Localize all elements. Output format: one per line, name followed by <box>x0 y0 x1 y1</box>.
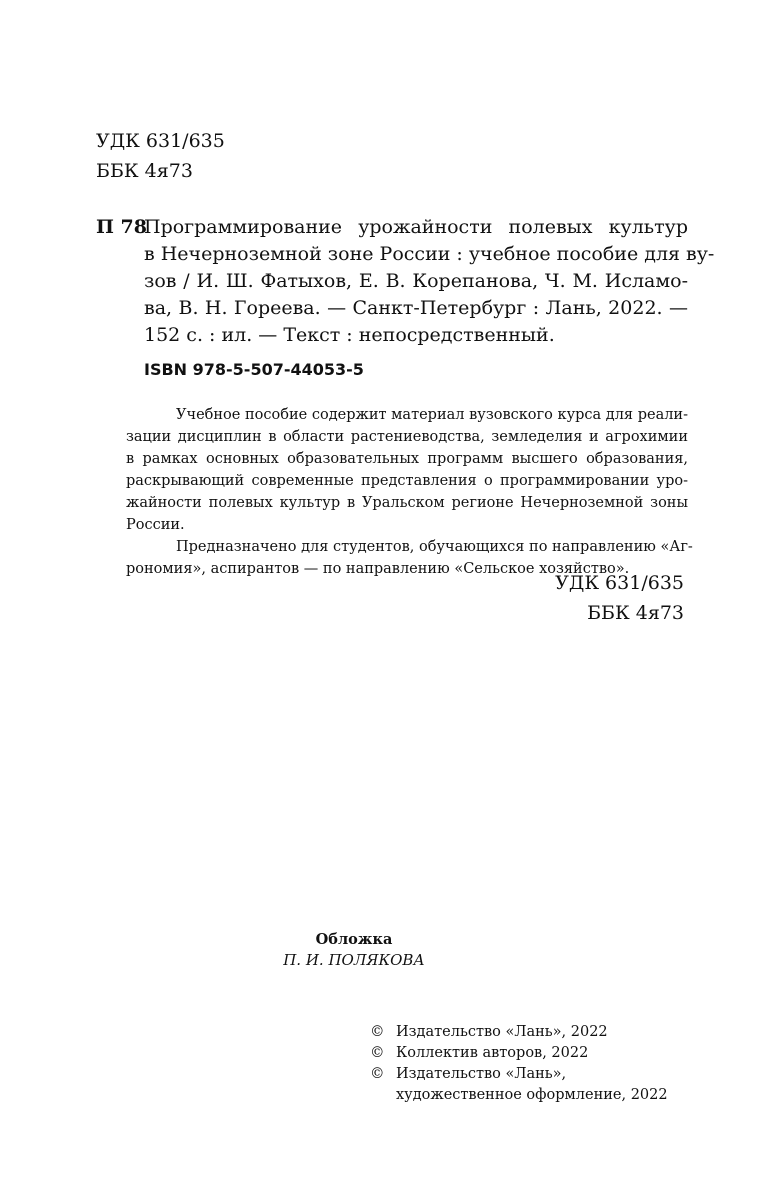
copyright-symbol: © <box>370 1024 385 1040</box>
copyright-row <box>370 1043 668 1064</box>
cover-credit <box>0 930 768 970</box>
annotation-line: Учебное пособие содержит материал вузовского курса для реали- <box>176 407 688 423</box>
copyright-row <box>370 1085 668 1106</box>
annotation-line: рономия», аспирантов — по направлению «Сельское хозяйство». <box>126 561 630 577</box>
annotation-line: России. <box>126 517 185 533</box>
copyright-symbol: © <box>370 1066 385 1082</box>
biblio-line: в Нечерноземной зоне России : учебное пособие для ву- <box>144 243 715 265</box>
annotation-line: Предназначено для студентов, обучающихся по направлению «Аг- <box>176 539 693 555</box>
copyright-block <box>370 1022 668 1106</box>
classification-codes-top <box>96 126 225 186</box>
annotation-line: зации дисциплин в области растениеводства, земледелия и агрохимии <box>126 429 688 445</box>
copyright-symbol: © <box>370 1045 385 1061</box>
bbk-code: ББК 4я73 <box>96 160 193 182</box>
annotation-line: в рамках основных образовательных программ высшего образования, <box>126 451 688 467</box>
annotation-line: жайности полевых культур в Уральском регионе Нечерноземной зоны <box>126 495 688 511</box>
copyright-row <box>370 1022 668 1043</box>
classification-codes-bottom <box>555 568 684 628</box>
biblio-line: ва, В. Н. Гореева. — Санкт-Петербург : Лань, 2022. — <box>144 297 688 319</box>
udk-code: УДК 631/635 <box>555 572 684 594</box>
copyright-text: художественное оформление, 2022 <box>396 1087 668 1103</box>
annotation-line: раскрывающий современные представления о программировании уро- <box>126 473 688 489</box>
biblio-line: Программирование урожайности полевых культур <box>144 216 688 238</box>
bbk-code: ББК 4я73 <box>587 602 684 624</box>
copyright-text: Издательство «Лань», 2022 <box>396 1024 608 1040</box>
cover-label: Обложка <box>315 931 393 948</box>
biblio-line: зов / И. Ш. Фатыхов, Е. В. Корепанова, Ч. М. Исламо- <box>144 270 688 292</box>
copyright-text: Коллектив авторов, 2022 <box>396 1045 589 1061</box>
udk-code: УДК 631/635 <box>96 130 225 152</box>
author-mark: П 78 <box>96 216 147 238</box>
copyright-text: Издательство «Лань», <box>396 1066 567 1082</box>
cover-artist: П. И. ПОЛЯКОВА <box>283 951 425 969</box>
copyright-row <box>370 1064 668 1085</box>
bibliographic-description <box>144 214 715 349</box>
annotation <box>126 404 693 580</box>
isbn: ISBN 978-5-507-44053-5 <box>144 360 364 379</box>
biblio-line: 152 с. : ил. — Текст : непосредственный. <box>144 324 555 346</box>
